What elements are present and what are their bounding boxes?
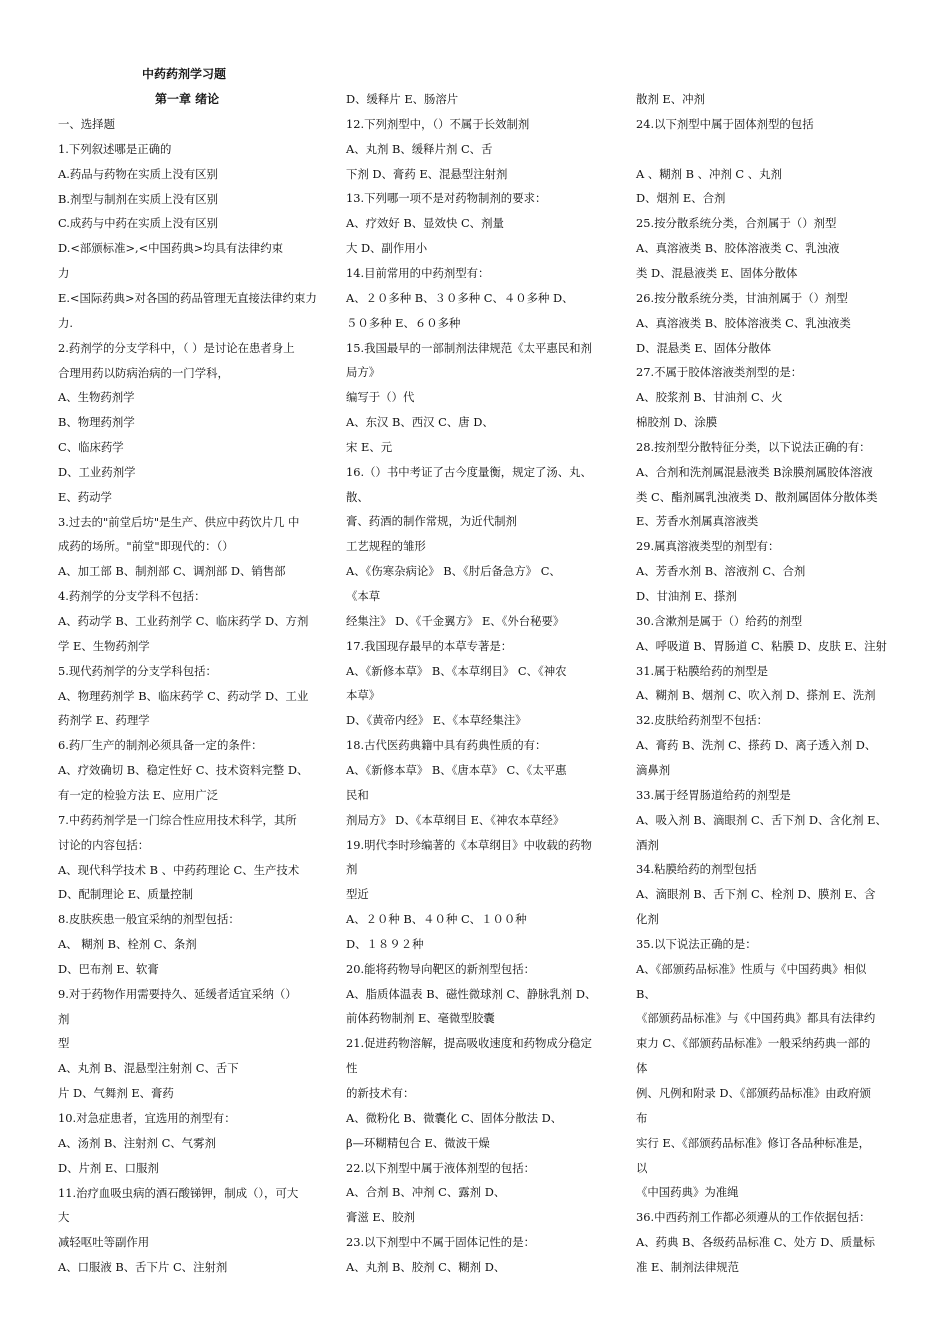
text-line: 讨论的内容包括：	[58, 837, 150, 852]
text-line: A、《部颁药品标准》性质与《中国药典》相似	[636, 961, 867, 976]
text-line: 化剂	[636, 912, 659, 927]
text-line: A、《伤寒杂病论》 B、《肘后备急方》 C、	[346, 564, 561, 579]
text-line: 棉胶剂 D、涂膜	[636, 415, 718, 430]
text-line: 成药的场所。"前堂"即现代的：（）	[58, 539, 234, 554]
text-line: 33.属于经胃肠道给药的剂型是	[636, 787, 791, 802]
text-line: 13.下列哪一项不是对药物制剂的要求：	[346, 191, 547, 206]
text-line: 例、凡例和附录 D、《部颁药品标准》由政府颁	[636, 1086, 871, 1100]
text-line: 28.按剂型分散特征分类，以下说法正确的有：	[636, 439, 871, 454]
text-line: 16.（）书中考证了古今度量衡，规定了汤、丸、	[346, 464, 592, 479]
text-line: 《部颁药品标准》与《中国药典》都具有法律约	[636, 1011, 876, 1026]
text-line: A、２０多种 B、３０多种 C、４０多种 D、	[346, 290, 574, 305]
text-line: 36.中西药剂工作都必须遵从的工作依据包括：	[636, 1210, 871, 1225]
text-line: 散、	[346, 489, 369, 504]
text-line: A、合剂 B、冲剂 C、露剂 D、	[346, 1185, 506, 1200]
text-line: A、微粉化 B、微囊化 C、固体分散法 D、	[346, 1110, 563, 1125]
text-line: A、２０种 B、４０种 C、１００种	[346, 912, 527, 927]
text-line: 布	[636, 1110, 648, 1125]
text-line: D、巴布剂 E、软膏	[58, 961, 159, 976]
text-line: A.药品与药物在实质上没有区别	[58, 166, 218, 181]
text-line: 准 E、制剂法律规范	[636, 1259, 740, 1274]
text-line: 散剂 E、冲剂	[636, 92, 705, 106]
text-line: B.剂型与制剂在实质上没有区别	[58, 191, 219, 206]
chapter-heading: 第一章 绪论	[155, 92, 220, 106]
text-line: 30.含漱剂是属于（）给药的剂型	[636, 613, 803, 628]
text-line: E、药动学	[58, 489, 112, 504]
text-line: A、脂质体温表 B、磁性微球剂 C、静脉乳剂 D、	[346, 986, 597, 1001]
text-line: β—环糊精包合 E、微波干燥	[346, 1135, 490, 1150]
text-line: 《中国药典》为准绳	[636, 1185, 739, 1200]
text-line: 下剂 D、膏药 E、混悬型注射剂	[346, 166, 508, 181]
text-line: A、疗效好 B、显效快 C、剂量	[346, 216, 504, 231]
text-line: 力	[58, 266, 70, 281]
text-line: A、《新修本草》 B、《唐本草》 C、《太平惠	[346, 762, 567, 777]
text-line: 10.对急症患者，宜选用的剂型有：	[58, 1111, 236, 1125]
text-line: 体	[636, 1061, 648, 1076]
text-line: 14.目前常用的中药剂型有：	[346, 265, 490, 280]
text-line: 减轻呕吐等副作用	[58, 1235, 150, 1250]
text-line: E.<国际药典>对各国的药品管理无直接法律约束力	[58, 290, 317, 305]
text-line: 12.下列剂型中，（）不属于长效制剂	[346, 116, 530, 131]
text-line: A、加工部 B、制剂部 C、调剂部 D、销售部	[58, 564, 286, 579]
text-line: 实行 E、《部颁药品标准》修订各品种标准是，	[636, 1135, 871, 1150]
text-line: 经集注》 D、《千金翼方》 E、《外台秘要》	[346, 613, 565, 628]
text-line: A、现代科学技术 B 、中药药理论 C、生产技术	[58, 862, 300, 877]
text-line: 《本草	[346, 589, 381, 603]
text-line: C、临床药学	[58, 440, 124, 455]
text-line: 膏、药酒的制作常规，为近代制剂	[346, 514, 517, 529]
text-line: A、膏药 B、洗剂 C、搽药 D、离子透入剂 D、	[636, 738, 877, 753]
text-line: 3.过去的"前堂后坊"是生产、供应中药饮片几 中	[58, 514, 300, 529]
text-line: 剂	[346, 862, 358, 877]
text-line: 的新技术有：	[346, 1086, 415, 1100]
text-line: C.成药与中药在实质上没有区别	[58, 216, 219, 231]
text-line: A、丸剂 B、混悬型注射剂 C、舌下	[58, 1061, 239, 1076]
text-line: 35.以下说法正确的是：	[636, 936, 757, 951]
text-line: 29.属真溶液类型的剂型有：	[636, 539, 780, 554]
text-line: B、	[636, 986, 656, 1001]
text-line: 23.以下剂型中不属于固体记性的是：	[346, 1235, 535, 1250]
text-line: 18.古代医药典籍中具有药典性质的有：	[346, 738, 547, 753]
text-line: 4.药剂学的分支学科不包括：	[58, 589, 206, 604]
text-line: 大 D、副作用小	[346, 241, 428, 256]
text-line: A、丸剂 B、胶剂 C、糊剂 D、	[346, 1259, 506, 1274]
text-line: A、《新修本草》 B、《本草纲目》 C、《神农	[346, 663, 567, 678]
text-line: 21.促进药物溶解，提高吸收速度和药物成分稳定	[346, 1036, 592, 1051]
text-line: A、疗效确切 B、稳定性好 C、技术资料完整 D、	[58, 763, 309, 778]
text-line: D、片剂 E、口服剂	[58, 1160, 159, 1175]
text-line: E、芳香水剂属真溶液类	[636, 514, 759, 529]
text-line: A、东汉 B、西汉 C、唐 D、	[346, 415, 494, 430]
text-line: 工艺规程的雏形	[346, 539, 426, 554]
text-line: 大	[58, 1210, 70, 1225]
text-line: D、工业药剂学	[58, 464, 136, 479]
text-line: A、丸剂 B、缓释片剂 C、舌	[346, 141, 493, 156]
text-line: 力.	[58, 315, 74, 330]
text-line: 束力 C、《部颁药品标准》一般采纳药典一部的	[636, 1036, 871, 1051]
text-line: 6.药厂生产的制剂必须具备一定的条件：	[58, 738, 263, 753]
text-line: 前体药物制剂 E、毫微型胶囊	[346, 1011, 495, 1026]
text-line: 以	[636, 1160, 648, 1175]
text-line: 有一定的检验方法 E、应用广泛	[58, 787, 219, 802]
text-line: A、滴眼剂 B、舌下剂 C、栓剂 D、膜剂 E、含	[636, 887, 876, 902]
text-line: D、烟剂 E、合剂	[636, 191, 726, 206]
text-line: A、吸入剂 B、滴眼剂 C、舌下剂 D、含化剂 E、	[636, 812, 887, 827]
text-line: 2.药剂学的分支学科中，（ ）是讨论在患者身上	[58, 340, 295, 355]
text-line: 酒剂	[636, 837, 659, 852]
text-line: 类 D、混悬液类 E、固体分散体	[636, 265, 798, 280]
text-line: 9.对于药物作用需要持久、延缓者适宜采纳（）	[58, 986, 297, 1001]
text-line: A、汤剂 B、注射剂 C、气雾剂	[58, 1135, 216, 1150]
text-line: 15.我国最早的一部制剂法律规范《太平惠民和剂	[346, 340, 592, 355]
text-line: 34.粘膜给药的剂型包括	[636, 862, 757, 877]
text-line: 本草》	[346, 688, 381, 703]
text-line: ５０多种 E、６０多种	[346, 315, 461, 330]
text-line: 剂局方》 D、《本草纲目 E、《神农本草经》	[346, 812, 565, 827]
text-line: 25.按分散系统分类，合剂属于（）剂型	[636, 216, 837, 231]
text-line: 31.属于粘膜给药的剂型是	[636, 663, 769, 678]
text-line: 类 C、酯剂属乳浊液类 D、散剂属固体分散体类	[636, 489, 878, 504]
text-line: A 、糊剂 B 、冲剂 C 、丸剂	[636, 166, 782, 181]
text-line: A、胶浆剂 B、甘油剂 C、火	[636, 390, 783, 405]
text-line: 型	[58, 1036, 70, 1051]
text-line: D、甘油剂 E、搽剂	[636, 589, 737, 603]
text-line: 8.皮肤疾患一般宜采纳的剂型包括：	[58, 912, 240, 927]
text-line: A、真溶液类 B、胶体溶液类 C、乳浊液	[636, 241, 840, 256]
text-line: 27.不属于胶体溶液类剂型的是：	[636, 365, 803, 380]
text-line: 局方》	[346, 365, 381, 380]
text-line: 19.明代李时珍编著的《本草纲目》中收载的药物	[346, 837, 592, 852]
text-line: 24.以下剂型中属于固体剂型的包括	[636, 116, 814, 131]
text-line: D.<部颁标准>,<中国药典>均具有法律约束	[58, 241, 284, 256]
text-line: A、合剂和洗剂属混悬液类 B涂膜剂属胶体溶液	[636, 464, 873, 479]
text-line: 性	[346, 1061, 358, 1076]
text-line: 剂	[58, 1011, 70, 1026]
text-line: D、配制理论 E、质量控制	[58, 887, 193, 902]
text-line: 17.我国现存最早的本草专著是：	[346, 638, 513, 653]
text-line: 11.治疗血吸虫病的酒石酸锑钾，制成（），可大	[58, 1185, 299, 1200]
text-line: 1.下列叙述哪是正确的	[58, 141, 172, 156]
text-line: 合理用药以防病治病的一门学科，	[58, 365, 229, 380]
text-line: A、芳香水剂 B、溶液剂 C、合剂	[636, 564, 806, 579]
text-line: A、药典 B、各级药品标准 C、处方 D、质量标	[636, 1235, 875, 1250]
text-line: A、真溶液类 B、胶体溶液类 C、乳浊液类	[636, 315, 851, 330]
text-line: A、口服液 B、舌下片 C、注射剂	[58, 1260, 228, 1275]
text-line: A、糊剂 B、烟剂 C、吹入剂 D、搽剂 E、洗剂	[636, 688, 876, 703]
document-title: 中药药剂学习题	[142, 67, 227, 81]
text-line: 26.按分散系统分类，甘油剂属于（）剂型	[636, 290, 848, 305]
text-line: B、物理药剂学	[58, 415, 135, 430]
text-line: D、１８９２种	[346, 936, 424, 951]
text-line: 民和	[346, 787, 369, 802]
text-line: A、呼吸道 B、胃肠道 C、粘膜 D、皮肤 E、注射	[636, 638, 887, 653]
text-line: A、 糊剂 B、栓剂 C、条剂	[58, 937, 197, 952]
text-line: A、药动学 B、工业药剂学 C、临床药学 D、方剂	[58, 614, 309, 628]
text-line: D、《黄帝内经》 E、《本草经集注》	[346, 713, 527, 728]
text-line: A、生物药剂学	[58, 390, 135, 405]
text-line: 型近	[346, 887, 369, 902]
text-line: 一、选择题	[58, 117, 115, 131]
text-line: 5.现代药剂学的分支学科包括：	[58, 663, 217, 678]
text-line: 32.皮肤给药剂型不包括：	[636, 713, 769, 728]
text-line: 编写于（）代	[346, 390, 415, 405]
text-line: A、物理药剂学 B、临床药学 C、药动学 D、工业	[58, 688, 309, 703]
text-line: 滴鼻剂	[636, 762, 671, 777]
text-line: 药剂学 E、药理学	[58, 713, 150, 728]
text-line: 22.以下剂型中属于液体剂型的包括：	[346, 1160, 535, 1175]
text-line: 膏滋 E、胶剂	[346, 1210, 415, 1225]
text-line: D、混悬类 E、固体分散体	[636, 340, 771, 355]
text-line: 20.能将药物导向靶区的新剂型包括：	[346, 961, 535, 976]
text-line: D、缓释片 E、肠溶片	[346, 92, 459, 106]
text-line: 片 D、气舞剂 E、膏药	[58, 1086, 174, 1101]
text-line: 学 E、生物药剂学	[58, 638, 150, 653]
text-line: 7.中药药剂学是一门综合性应用技术科学，其所	[58, 812, 297, 827]
text-line: 宋 E、元	[346, 439, 393, 454]
